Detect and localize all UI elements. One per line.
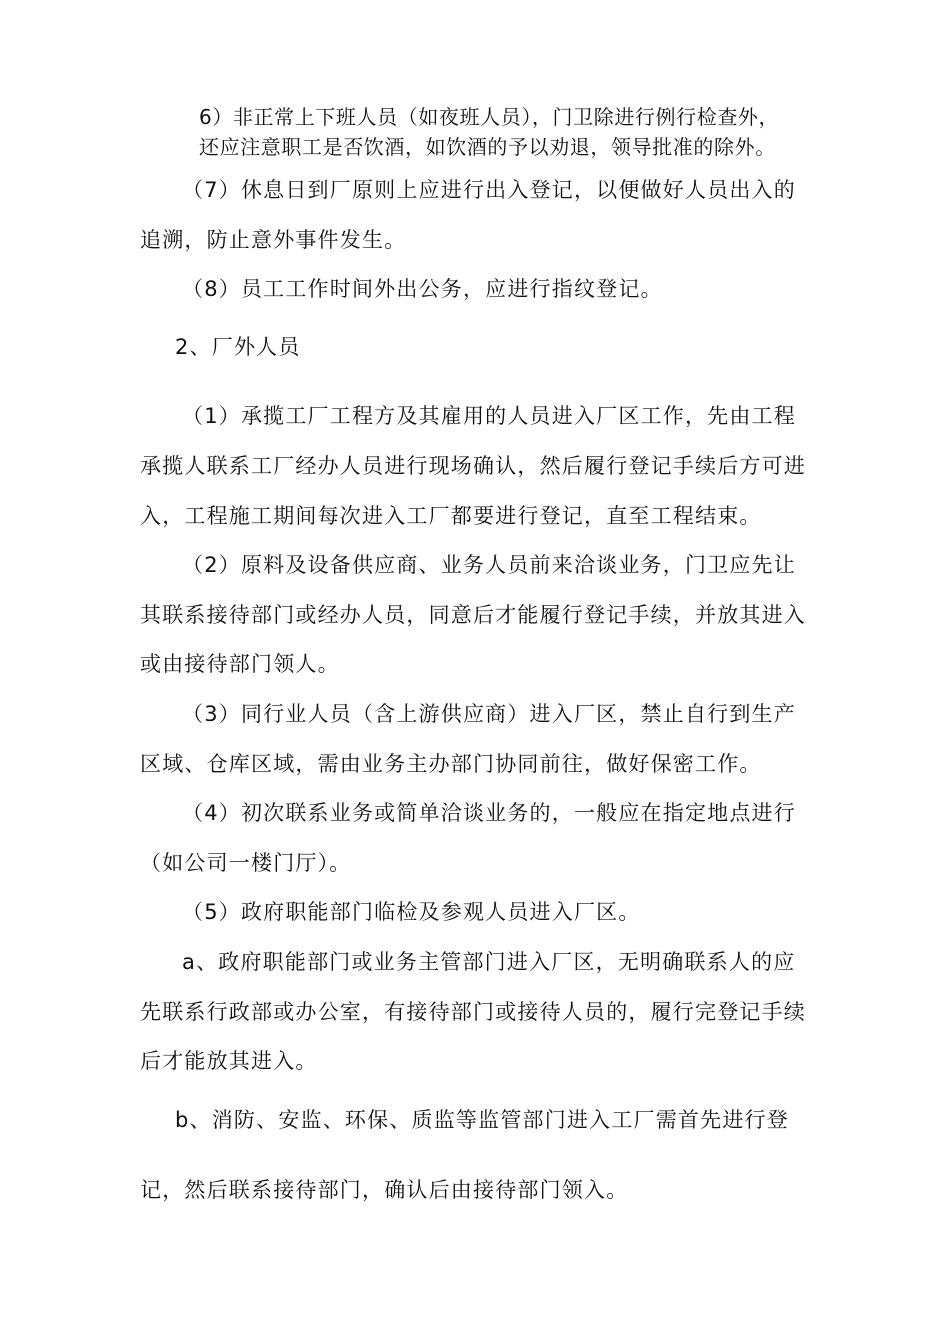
paragraph-line: 入，工程施工期间每次进入工厂都要进行登记，直至工程结束。 (140, 504, 762, 528)
paragraph-line: （3）同行业人员（含上游供应商）进入厂区，禁止自行到生产 (182, 702, 796, 726)
paragraph-line: （4）初次联系业务或简单洽谈业务的，一般应在指定地点进行 (182, 801, 796, 825)
paragraph-line: 追溯，防止意外事件发生。 (140, 228, 407, 252)
paragraph-line: 还应注意职工是否饮酒，如饮酒的予以劝退，领导批准的除外。 (199, 135, 776, 159)
paragraph-line: 6）非正常上下班人员（如夜班人员），门卫除进行例行检查外， (199, 105, 780, 129)
paragraph-line: （2）原料及设备供应商、业务人员前来洽谈业务，门卫应先让 (182, 553, 796, 577)
paragraph-line: 记，然后联系接待部门，确认后由接待部门领入。 (140, 1178, 629, 1202)
paragraph-line: a、政府职能部门或业务主管部门进入厂区，无明确联系人的应 (182, 950, 796, 974)
paragraph-line: （7）休息日到厂原则上应进行出入登记，以便做好人员出入的 (182, 178, 796, 202)
paragraph-line: 后才能放其进入。 (140, 1049, 318, 1073)
paragraph-line: （如公司一楼门厅）。 (140, 851, 352, 875)
paragraph-line: 承揽人联系工厂经办人员进行现场确认，然后履行登记手续后方可进 (140, 454, 806, 478)
paragraph-line: （8）员工工作时间外出公务，应进行指纹登记。 (182, 277, 663, 301)
section-heading: 2、厂外人员 (175, 335, 301, 359)
paragraph-line: 其联系接待部门或经办人员，同意后才能履行登记手续，并放其进入 (140, 603, 806, 627)
paragraph-line: 或由接待部门领人。 (140, 652, 340, 676)
paragraph-line: b、消防、安监、环保、质监等监管部门进入工厂需首先进行登 (175, 1108, 789, 1132)
paragraph-line: 先联系行政部或办公室，有接待部门或接待人员的，履行完登记手续 (140, 1000, 806, 1024)
paragraph-line: 区域、仓库区域，需由业务主办部门协同前往，做好保密工作。 (140, 752, 762, 776)
paragraph-line: （5）政府职能部门临检及参观人员进入厂区。 (182, 900, 641, 924)
paragraph-line: （1）承揽工厂工程方及其雇用的人员进入厂区工作，先由工程 (182, 404, 796, 428)
